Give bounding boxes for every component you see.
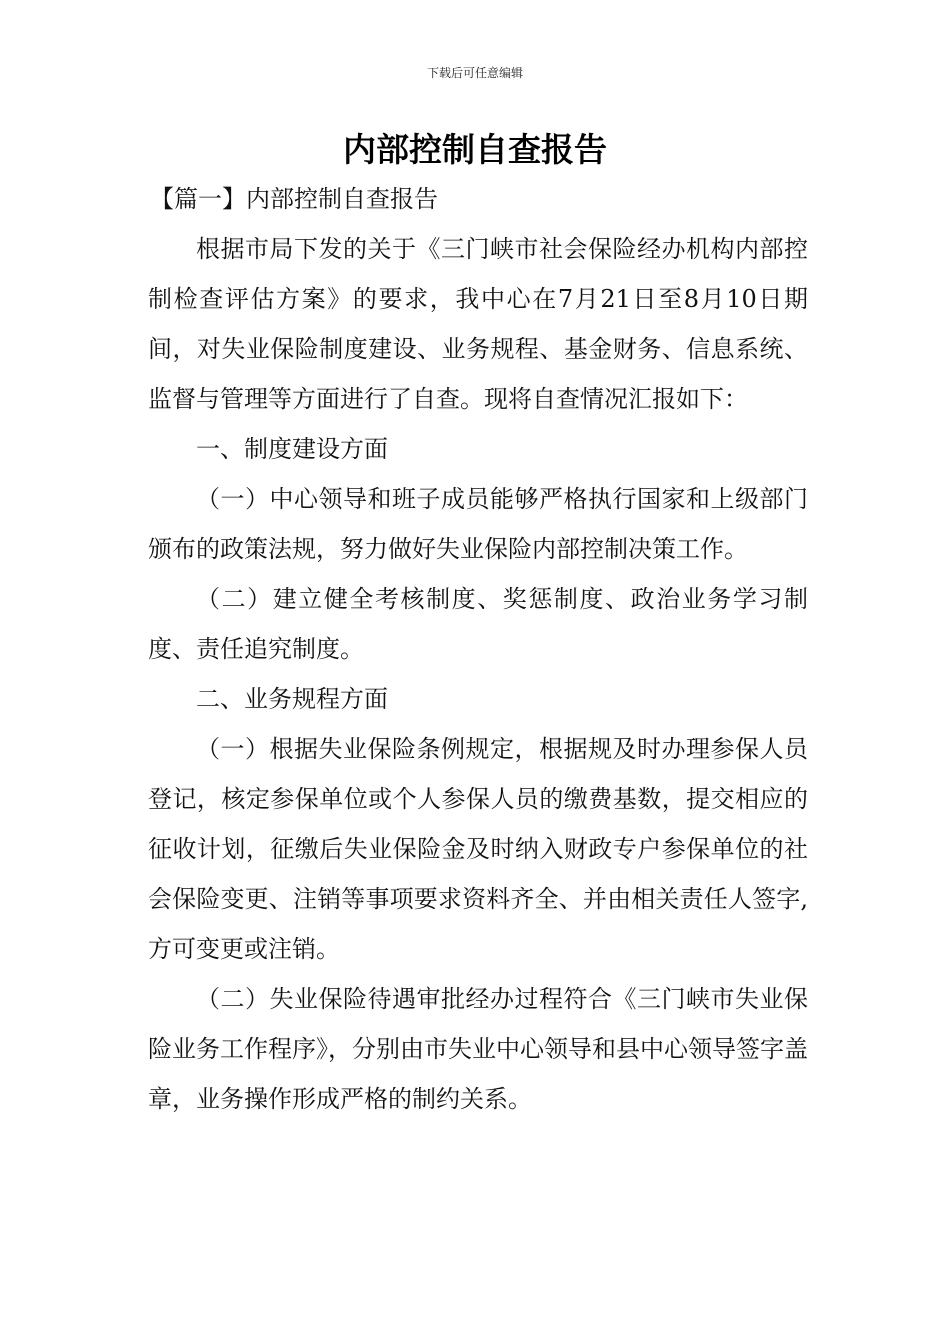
heading-system-construction: 一、制度建设方面 bbox=[196, 435, 388, 463]
paragraph-business-1: （一）根据失业保险条例规定，根据规及时办理参保人员登记，核定参保单位或个人参保人员的缴费基数，提交相应的征收计划，征缴后失业保险金及时纳入财政专户参保单位的社会保险变更、注销等事项要求资料齐全、并由相关责任人签字,方可变更或注销。 bbox=[148, 735, 808, 963]
document-body bbox=[148, 224, 808, 1124]
paragraph-business-2: （二）失业保险待遇审批经办过程符合《三门峡市失业保险业务工作程序》，分别由市失业中心领导和县中心领导签字盖章，业务操作形成严格的制约关系。 bbox=[148, 985, 808, 1113]
heading-business-procedure: 二、业务规程方面 bbox=[196, 685, 388, 713]
paragraph-intro: 根据市局下发的关于《三门峡市社会保险经办机构内部控制检查评估方案》的要求，我中心在7月21日至8月10日期间，对失业保险制度建设、业务规程、基金财务、信息系统、监督与管理等方面进行了自查。现将自查情况汇报如下： bbox=[148, 235, 808, 413]
section-heading: 【篇一】内部控制自查报告 bbox=[150, 185, 438, 213]
document-title: 内部控制自查报告 bbox=[343, 130, 607, 169]
paragraph-system-2: （二）建立健全考核制度、奖惩制度、政治业务学习制度、责任追究制度。 bbox=[148, 585, 808, 663]
page-header-note: 下载后可任意编辑 bbox=[426, 66, 523, 80]
paragraph-system-1: （一）中心领导和班子成员能够严格执行国家和上级部门颁布的政策法规，努力做好失业保险内部控制决策工作。 bbox=[148, 485, 808, 563]
